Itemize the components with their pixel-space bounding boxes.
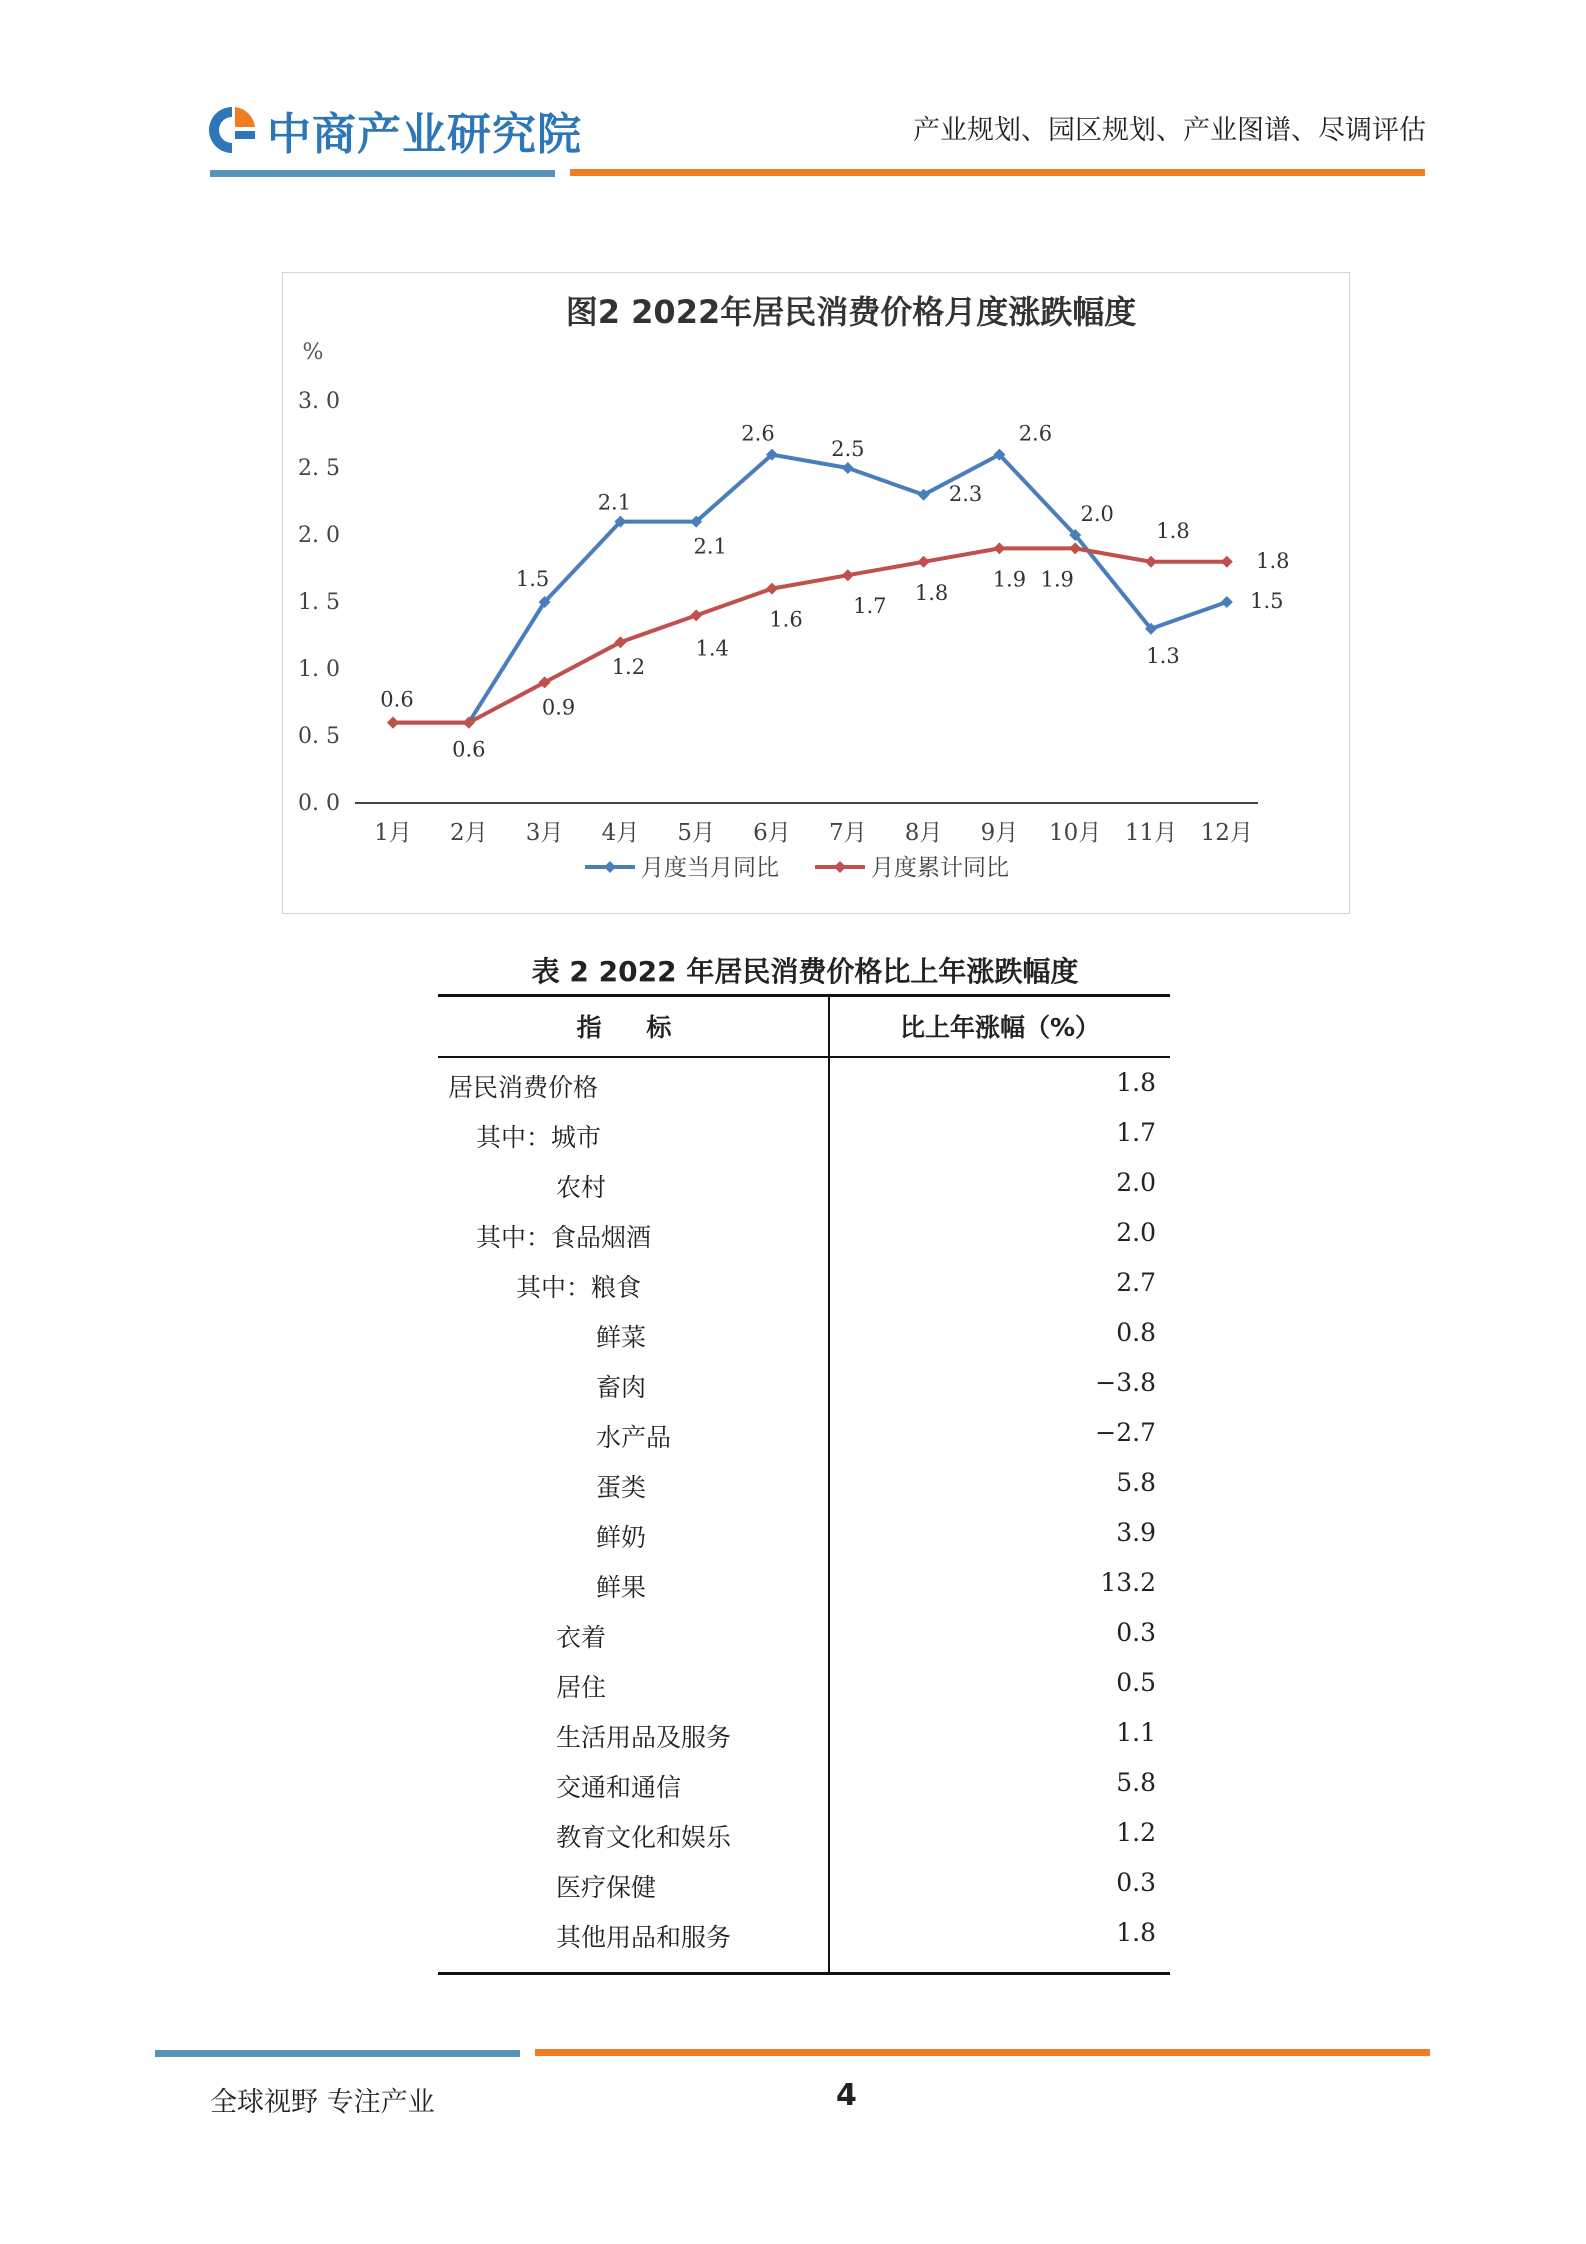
chart-canvas xyxy=(283,273,1349,913)
row-label: 鲜菜 xyxy=(596,1323,647,1352)
legend-marker xyxy=(604,861,616,873)
data-label: 1.8 xyxy=(1156,518,1190,543)
row-label: 其中：粮食 xyxy=(516,1273,642,1302)
x-tick-label: 3月 xyxy=(525,820,564,846)
y-tick-label: 1. 5 xyxy=(298,590,340,615)
x-tick-label: 11月 xyxy=(1124,820,1178,846)
row-label: 居民消费价格 xyxy=(448,1073,599,1102)
table-row xyxy=(438,1108,1170,1158)
y-axis-unit: % xyxy=(302,340,324,365)
x-tick-label: 5月 xyxy=(677,820,716,846)
data-label: 1.9 xyxy=(1040,567,1074,592)
data-label: 1.7 xyxy=(853,594,887,619)
x-tick-label: 9月 xyxy=(980,820,1019,846)
row-label: 其中：食品烟酒 xyxy=(476,1223,652,1252)
header-tagline: 产业规划、园区规划、产业图谱、尽调评估 xyxy=(913,115,1426,146)
data-label: 1.4 xyxy=(695,636,729,661)
data-point-marker xyxy=(766,583,778,595)
data-point-marker xyxy=(1221,556,1233,568)
legend-label: 月度当月同比 xyxy=(641,855,779,881)
chart-title: 图2 2022年居民消费价格月度涨跌幅度 xyxy=(565,293,1137,331)
data-label: 1.8 xyxy=(914,580,949,605)
footer-divider-blue xyxy=(155,2050,520,2057)
row-label: 教育文化和娱乐 xyxy=(556,1823,732,1852)
header-divider-blue xyxy=(210,170,555,177)
data-label: 1.5 xyxy=(515,567,550,591)
table-row xyxy=(438,1708,1170,1758)
data-point-marker xyxy=(993,542,1005,554)
row-value: −3.8 xyxy=(1095,1368,1156,1397)
data-point-marker xyxy=(918,556,930,568)
row-label: 其他用品和服务 xyxy=(556,1923,732,1952)
data-label: 1.5 xyxy=(1250,589,1284,613)
header-divider-orange xyxy=(570,169,1425,176)
cpi-line-chart xyxy=(282,272,1350,914)
row-value: 5.8 xyxy=(1116,1768,1156,1797)
logo-mark-icon xyxy=(205,103,259,157)
data-label: 0.9 xyxy=(541,695,576,720)
x-tick-label: 1月 xyxy=(374,820,412,846)
x-tick-label: 10月 xyxy=(1049,820,1102,846)
row-value: 1.1 xyxy=(1116,1718,1156,1747)
row-label: 生活用品及服务 xyxy=(556,1723,732,1752)
table-row xyxy=(438,1608,1170,1658)
data-label: 0.6 xyxy=(452,737,486,762)
table-top-rule xyxy=(438,994,1170,997)
data-point-marker xyxy=(1069,542,1081,554)
row-value: 3.9 xyxy=(1116,1518,1156,1547)
table-row xyxy=(438,1908,1170,1958)
row-value: 1.8 xyxy=(1116,1918,1156,1947)
table-row xyxy=(438,1208,1170,1258)
row-value: 2.7 xyxy=(1116,1268,1156,1297)
data-point-marker xyxy=(842,462,854,474)
table-row xyxy=(438,1258,1170,1308)
brand-logo xyxy=(205,98,582,162)
data-label: 2.6 xyxy=(1018,421,1053,446)
row-value: 5.8 xyxy=(1116,1468,1156,1497)
row-value: 2.0 xyxy=(1116,1218,1156,1247)
data-point-marker xyxy=(387,717,399,729)
data-label: 1.3 xyxy=(1146,643,1180,668)
table-row xyxy=(438,1558,1170,1608)
row-value: 0.3 xyxy=(1116,1868,1156,1897)
legend-label: 月度累计同比 xyxy=(871,855,1009,881)
page-number: 4 xyxy=(836,2078,857,2113)
row-label: 居住 xyxy=(556,1673,607,1702)
row-value: 13.2 xyxy=(1100,1568,1156,1597)
y-tick-label: 3. 0 xyxy=(298,389,340,414)
footer-divider-orange xyxy=(535,2049,1430,2056)
row-label: 鲜果 xyxy=(596,1573,647,1602)
table-row xyxy=(438,1308,1170,1358)
data-point-marker xyxy=(690,609,702,621)
table-row xyxy=(438,1408,1170,1458)
table-row xyxy=(438,1658,1170,1708)
row-label: 其中：城市 xyxy=(476,1123,602,1152)
table-row xyxy=(438,1808,1170,1858)
y-tick-label: 0. 5 xyxy=(298,724,340,749)
y-tick-label: 2. 0 xyxy=(298,523,340,548)
logo-text: 中商产业研究院 xyxy=(267,109,582,160)
row-label: 衣着 xyxy=(556,1623,607,1652)
row-value: 1.8 xyxy=(1116,1068,1156,1097)
table-row xyxy=(438,1358,1170,1408)
x-tick-label: 2月 xyxy=(449,820,488,846)
y-tick-label: 0. 0 xyxy=(298,791,340,816)
row-value: 0.8 xyxy=(1116,1318,1156,1347)
chart-plot-area xyxy=(298,389,1289,881)
row-value: −2.7 xyxy=(1095,1418,1156,1447)
x-tick-label: 8月 xyxy=(904,820,943,846)
data-point-marker xyxy=(1221,596,1233,608)
table-row xyxy=(438,1158,1170,1208)
row-label: 蛋类 xyxy=(596,1473,647,1502)
footer-slogan: 全球视野 专注产业 xyxy=(210,2087,435,2118)
data-label: 2.1 xyxy=(693,534,727,559)
x-tick-label: 6月 xyxy=(753,820,791,846)
table-row xyxy=(438,1458,1170,1508)
x-tick-label: 7月 xyxy=(828,820,867,846)
data-label: 1.2 xyxy=(611,655,646,680)
row-label: 鲜奶 xyxy=(596,1523,647,1552)
legend-marker xyxy=(834,861,846,873)
table-row xyxy=(438,1058,1170,1108)
table-row xyxy=(438,1858,1170,1908)
row-value: 1.7 xyxy=(1116,1118,1156,1147)
row-value: 0.5 xyxy=(1116,1668,1156,1697)
y-tick-label: 2. 5 xyxy=(298,456,340,481)
data-label: 2.3 xyxy=(948,481,983,506)
y-tick-label: 1. 0 xyxy=(298,657,340,682)
data-label: 2.6 xyxy=(741,421,775,446)
table-header-indicator: 指 标 xyxy=(576,1013,690,1042)
row-label: 农村 xyxy=(556,1173,607,1202)
data-label: 1.9 xyxy=(992,567,1027,592)
data-label: 2.1 xyxy=(597,490,632,515)
data-point-marker xyxy=(842,569,854,581)
table-bottom-rule xyxy=(438,1972,1170,1975)
row-label: 交通和通信 xyxy=(556,1773,682,1802)
data-label: 1.6 xyxy=(769,607,803,632)
row-value: 2.0 xyxy=(1116,1168,1156,1197)
row-label: 水产品 xyxy=(596,1423,672,1452)
x-tick-label: 12月 xyxy=(1200,820,1253,846)
table-title: 表 2 2022 年居民消费价格比上年涨跌幅度 xyxy=(531,955,1079,988)
data-point-marker xyxy=(1145,556,1157,568)
table-row xyxy=(438,1758,1170,1808)
row-label: 畜肉 xyxy=(596,1373,647,1402)
table-header-value: 比上年涨幅（%） xyxy=(899,1013,1101,1042)
data-label: 0.6 xyxy=(380,687,414,712)
data-label: 2.0 xyxy=(1080,502,1114,526)
row-value: 0.3 xyxy=(1116,1618,1156,1647)
data-label: 1.8 xyxy=(1256,548,1290,573)
x-tick-label: 4月 xyxy=(601,820,640,846)
data-label: 2.5 xyxy=(831,437,865,461)
row-value: 1.2 xyxy=(1116,1818,1156,1847)
table-row xyxy=(438,1508,1170,1558)
row-label: 医疗保健 xyxy=(556,1873,657,1902)
